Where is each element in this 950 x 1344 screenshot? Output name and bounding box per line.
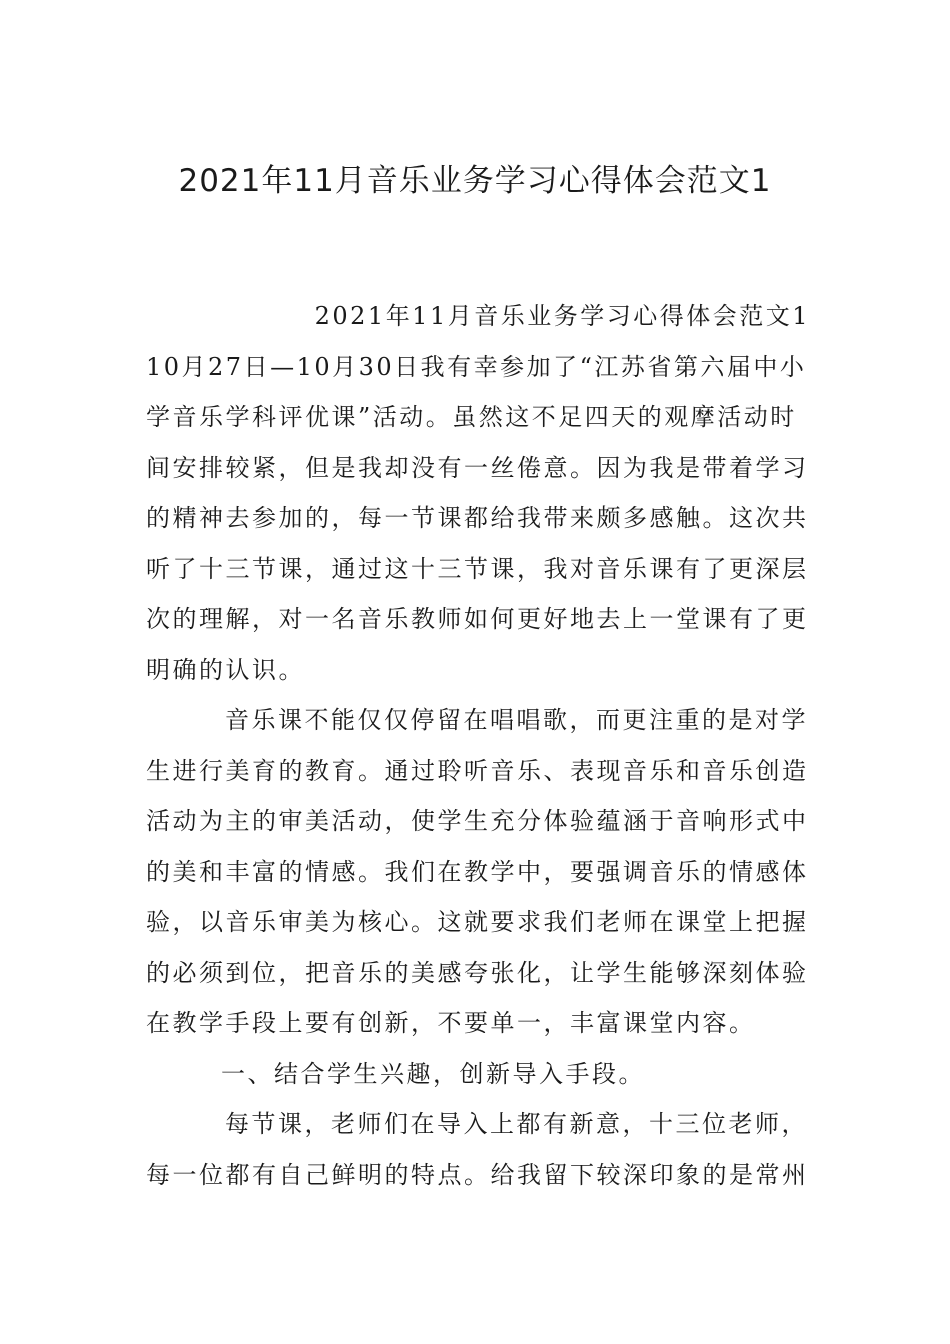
body-line: 学音乐学科评优课”活动。虽然这不足四天的观摩活动时 — [146, 403, 797, 431]
body-line: 生进行美育的教育。通过聆听音乐、表现音乐和音乐创造 — [146, 756, 809, 785]
section-heading: 一、结合学生兴趣，创新导入手段。 — [221, 1059, 645, 1088]
body-line: 听了十三节课，通过这十三节课，我对音乐课有了更深层 — [146, 554, 809, 583]
body-line: 明确的认识。 — [146, 655, 305, 684]
body-line: 间安排较紧，但是我却没有一丝倦意。因为我是带着学习 — [146, 453, 809, 482]
body-line: 的精神去参加的，每一节课都给我带来颇多感触。这次共 — [146, 504, 809, 532]
body-line: 验，以音乐审美为核心。这就要求我们老师在课堂上把握 — [146, 908, 809, 936]
body-line: 的必须到位，把音乐的美感夸张化，让学生能够深刻体验 — [146, 958, 809, 987]
body-line: 每一位都有自己鲜明的特点。给我留下较深印象的是常州 — [146, 1160, 809, 1189]
body-line: 的美和丰富的情感。我们在教学中，要强调音乐的情感体 — [146, 857, 809, 886]
body-line: 在教学手段上要有创新，不要单一，丰富课堂内容。 — [146, 1009, 756, 1037]
body-line: 10月27日—10月30日我有幸参加了“江苏省第六届中小 — [146, 352, 807, 381]
body-line-paragraph-start: 每节课，老师们在导入上都有新意，十三位老师， — [225, 1110, 808, 1138]
body-line-subtitle: 2021年11月音乐业务学习心得体会范文1 — [314, 302, 810, 330]
document-title: 2021年11月音乐业务学习心得体会范文1 — [178, 163, 772, 199]
body-line: 次的理解，对一名音乐教师如何更好地去上一堂课有了更 — [146, 605, 809, 633]
document-body — [146, 291, 810, 1200]
body-line: 活动为主的审美活动，使学生充分体验蕴涵于音响形式中 — [146, 807, 809, 835]
body-line-paragraph-start: 音乐课不能仅仅停留在唱唱歌，而更注重的是对学 — [225, 706, 808, 734]
